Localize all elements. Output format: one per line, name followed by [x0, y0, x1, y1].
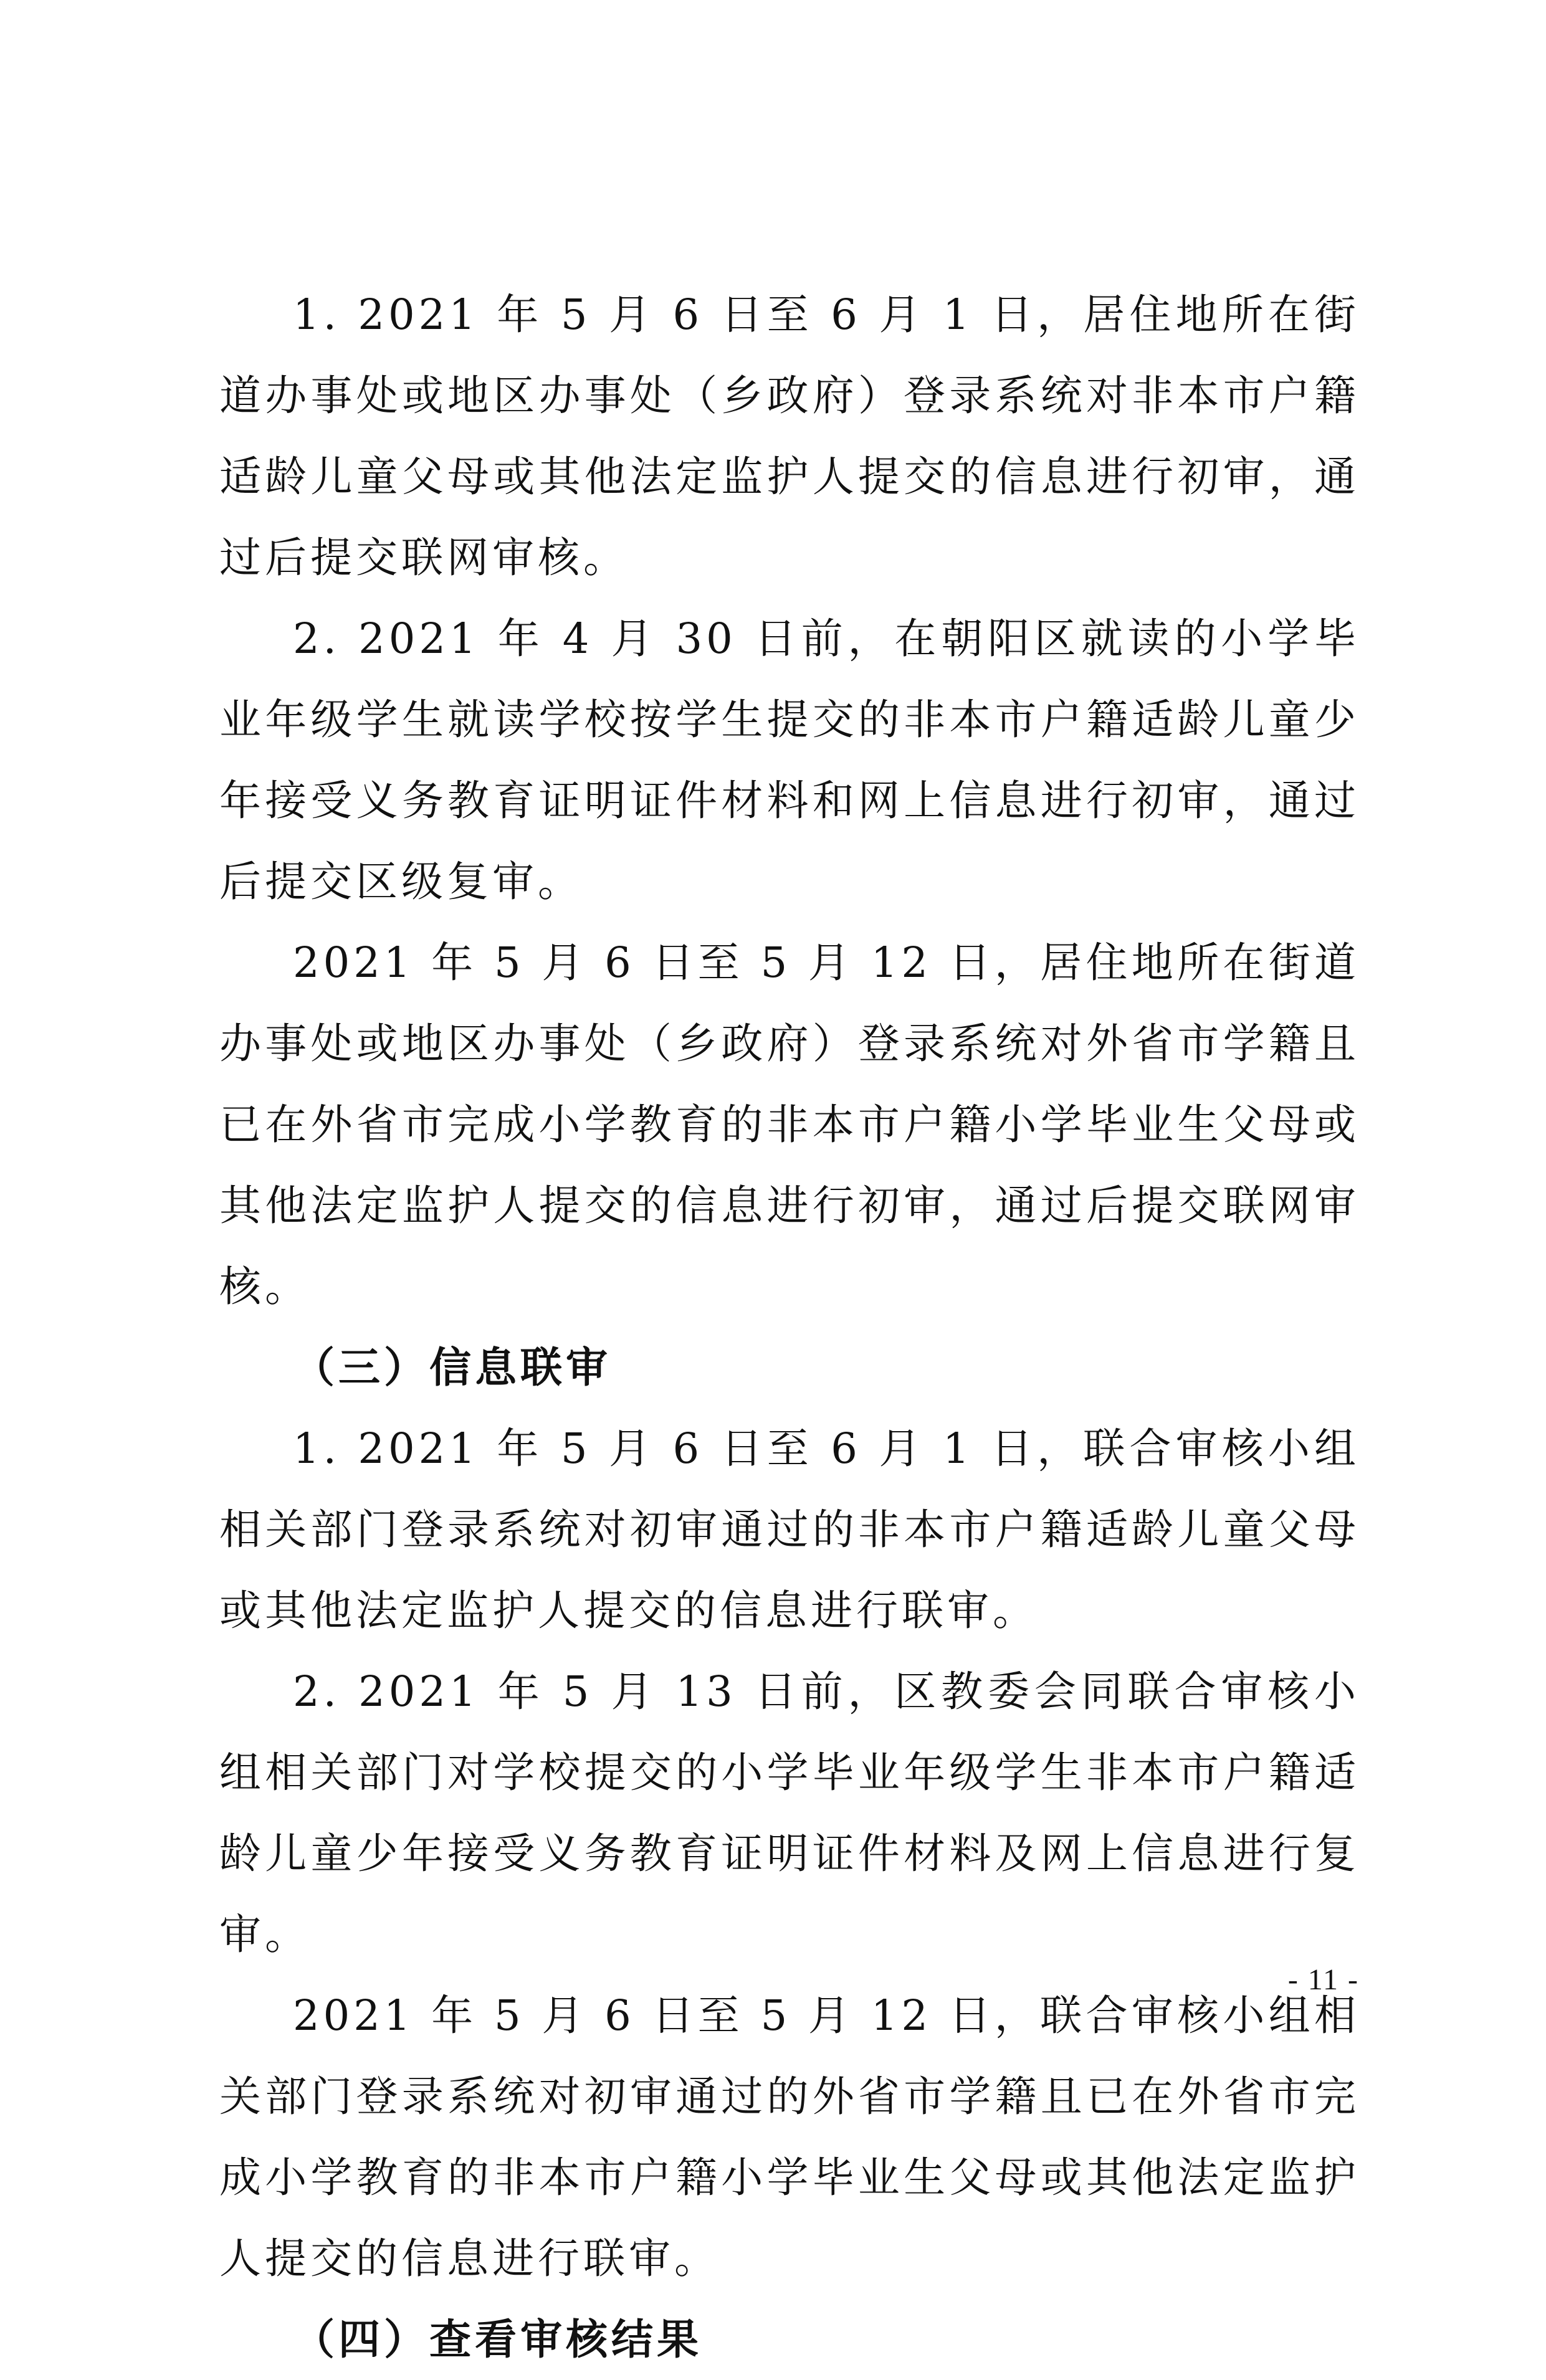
paragraph-school-initial-review: 2. 2021 年 4 月 30 日前，在朝阳区就读的小学毕业年级学生就读学校按学生提交的非本市户籍适龄儿童少年接受义务教育证明证件材料和网上信息进行初审，通过后提交区级复审。: [219, 614, 1360, 906]
paragraph-district-re-review: 2. 2021 年 5 月 13 日前，区教委会同联合审核小组相关部门对学校提交的小学毕业年级学生非本市户籍适龄儿童少年接受义务教育证明证件材料及网上信息进行复审。: [219, 1667, 1360, 1959]
section-heading-view-results: （四）查看审核结果: [293, 2315, 702, 2364]
section-heading-joint-review: （三）信息联审: [293, 1343, 611, 1392]
page-number: - 11 -: [1287, 1963, 1359, 1996]
document-body: [219, 274, 1360, 2380]
paragraph-joint-review-children: 1. 2021 年 5 月 6 日至 6 月 1 日，联合审核小组相关部门登录系统对初审通过的非本市户籍适龄儿童父母或其他法定监护人提交的信息进行联审。: [219, 1424, 1360, 1635]
paragraph-joint-review-graduates: 2021 年 5 月 6 日至 5 月 12 日，联合审核小组相关部门登录系统对初审通过的外省市学籍且已在外省市完成小学教育的非本市户籍小学毕业生父母或其他法定监护人提交的信息进行联审。: [219, 1991, 1360, 2283]
paragraph-street-office-initial-review: 1. 2021 年 5 月 6 日至 6 月 1 日，居住地所在街道办事处或地区办事处（乡政府）登录系统对非本市户籍适龄儿童父母或其他法定监护人提交的信息进行初审，通过后提交联网审核。: [219, 290, 1360, 582]
paragraph-out-of-province-initial-review: 2021 年 5 月 6 日至 5 月 12 日，居住地所在街道办事处或地区办事处（乡政府）登录系统对外省市学籍且已在外省市完成小学教育的非本市户籍小学毕业生父母或其他法定监护人提交的信息进行初审，通过后提交联网审核。: [219, 938, 1360, 1311]
